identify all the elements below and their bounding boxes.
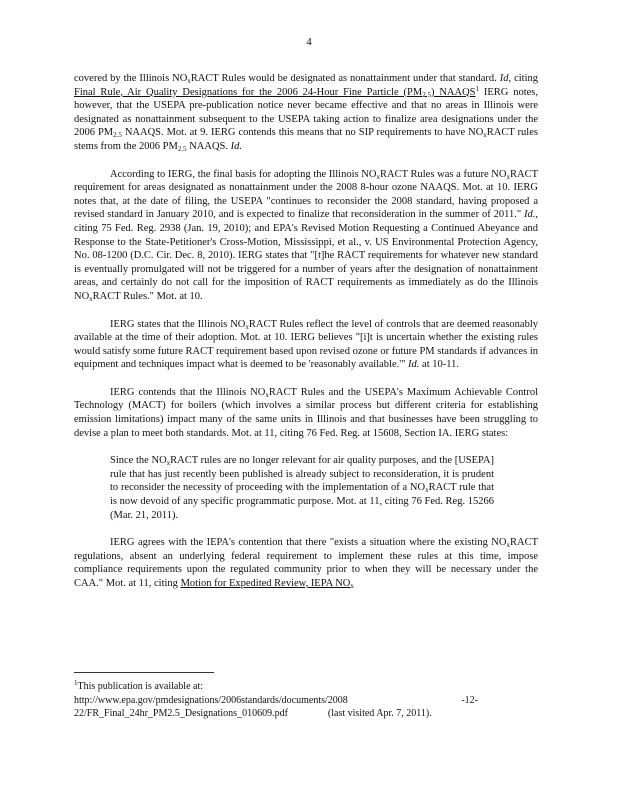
block-quote: Since the $NO_xRACT$ rules are no longer relevant for air quality purposes, and the [USEPA] rule that has just recently been published is already subject to reconsideration, it is prudent to reconsider the necessity of proceeding with the implementation of a $NO_xRACT$ rule that is now devoid of any specific programmatic purpose. Mot. at 11, citing 76 Fed. Reg. 15266 (Mar. 21, 2011). [110, 455, 494, 521]
document-body [74, 72, 538, 605]
citation-motion-expedited-review: Motion for Expedited Review, IEPA $NO_x$ [180, 578, 354, 590]
paragraph-reasonably-available: IERG states that the Illinois $NO_xRACT$ Rules reflect the level of controls that are deemed reasonably available at the time of their adoption. Mot. at 10. IERG believes "[i]t is uncertain whether the existing rules would satisfy some future RACT requirement based upon revised ozone or future PM standards if advances in equipment and techniques impact what is deemed to be 'reasonably available.'" Id. at 10-11. [74, 318, 538, 371]
citation-final-rule: Final Rule, Air Quality Designations for the 2006 24-Hour Fine Particle $(PM_{2.5})$ NAAQS [74, 86, 476, 99]
footnote-last-visited: (last visited Apr. 7, 2011). [327, 708, 432, 719]
footnote [74, 680, 538, 721]
footnote-ref: 1 [475, 84, 479, 93]
footnote-url-line1[interactable]: http://www.epa.gov/pmdesignations/2006standards/documents/2008 [74, 694, 348, 706]
footnote-number: 1 [74, 679, 78, 687]
page-number: 4 [306, 36, 312, 48]
paragraph-ozone-naaqs: According to IERG, the final basis for adopting the Illinois $NO_xRACT$ Rules was a future $NO_xRACT$ requirement for areas designated as nonattainment under the 2008 8-hour ozone NAAQS. Mot. at 10. IERG notes that, at the date of filing, the USEPA "continues to reconsider the 2008 standard, having proposed a revised standard in January 2010, and is expected to finalize that reconsideration in the summer of 2011." Id., citing 75 Fed. Reg. 2938 (Jan. 19, 2010); and EPA's Revised Motion Requesting a Continued Abeyance and Response to the State-Petitioner's Cross-Motion, Mississippi, et al., v. US Environmental Protection Agency, No. 08-1200 (D.C. Cir. Dec. 8, 2010). IERG states that "[t]he RACT requirements for whatever new standard is eventually promulgated will not be triggered for a number of years after the designation of nonattainment areas, and certainly do not call for the imposition of RACT requirements as immediately as do the Illinois $NO_xRACT$ Rules." Mot. at 10. [74, 168, 539, 303]
paragraph-pm25-designations: covered by the Illinois $NO_xRACT$ Rules would be designated as nonattainment under that standard. Id, citing Final Rule, Air Quality Designations for the 2006 24-Hour Fine Particle $(PM_{2.5})$ NAAQS$^1$ IERG notes, however, that the USEPA pre-publication notice never became effective and that no areas in Illinois were designated as nonattainment subsequent to the USEPA taking action to finalize area designations under the 2006 $PM_{2.5}$ NAAQS. Mot. at 9. IERG contends this means that no SIP requirements to have $NO_xRACT$ rules stems from the 2006 $PM_{2.5}$ NAAQS. Id. [74, 73, 538, 153]
footnote-divider [74, 672, 214, 673]
paragraph-mact-boilers: IERG contends that the Illinois $NO_xRACT$ Rules and the USEPA's Maximum Achievable Control Technology (MACT) for boilers (which involves a similar process but different criteria for establishing emission limitations) impact many of the same units in Illinois and that businesses have been struggling to devise a plan to meet both standards. Mot. at 11, citing 76 Fed. Reg. at 15608, Section IA. IERG states: [74, 386, 539, 439]
footnote-label: This publication is available at: [77, 681, 204, 692]
footnote-url-tail: -12- [461, 694, 478, 706]
paragraph-iepa-contention: IERG agrees with the IEPA's contention that there "exists a situation where the existing $NO_xRACT$ regulations, absent an underlying federal requirement to implement these rules at this time, impose compliance requirements upon the regulated community prior to when they will be necessary under the CAA." Mot. at 11, citing Motion for Expedited Review, IEPA $NO_x$ [74, 537, 538, 590]
footnote-url-line2[interactable]: 22/FR_Final_24hr_PM2.5_Designations_010609.pdf [74, 708, 288, 719]
